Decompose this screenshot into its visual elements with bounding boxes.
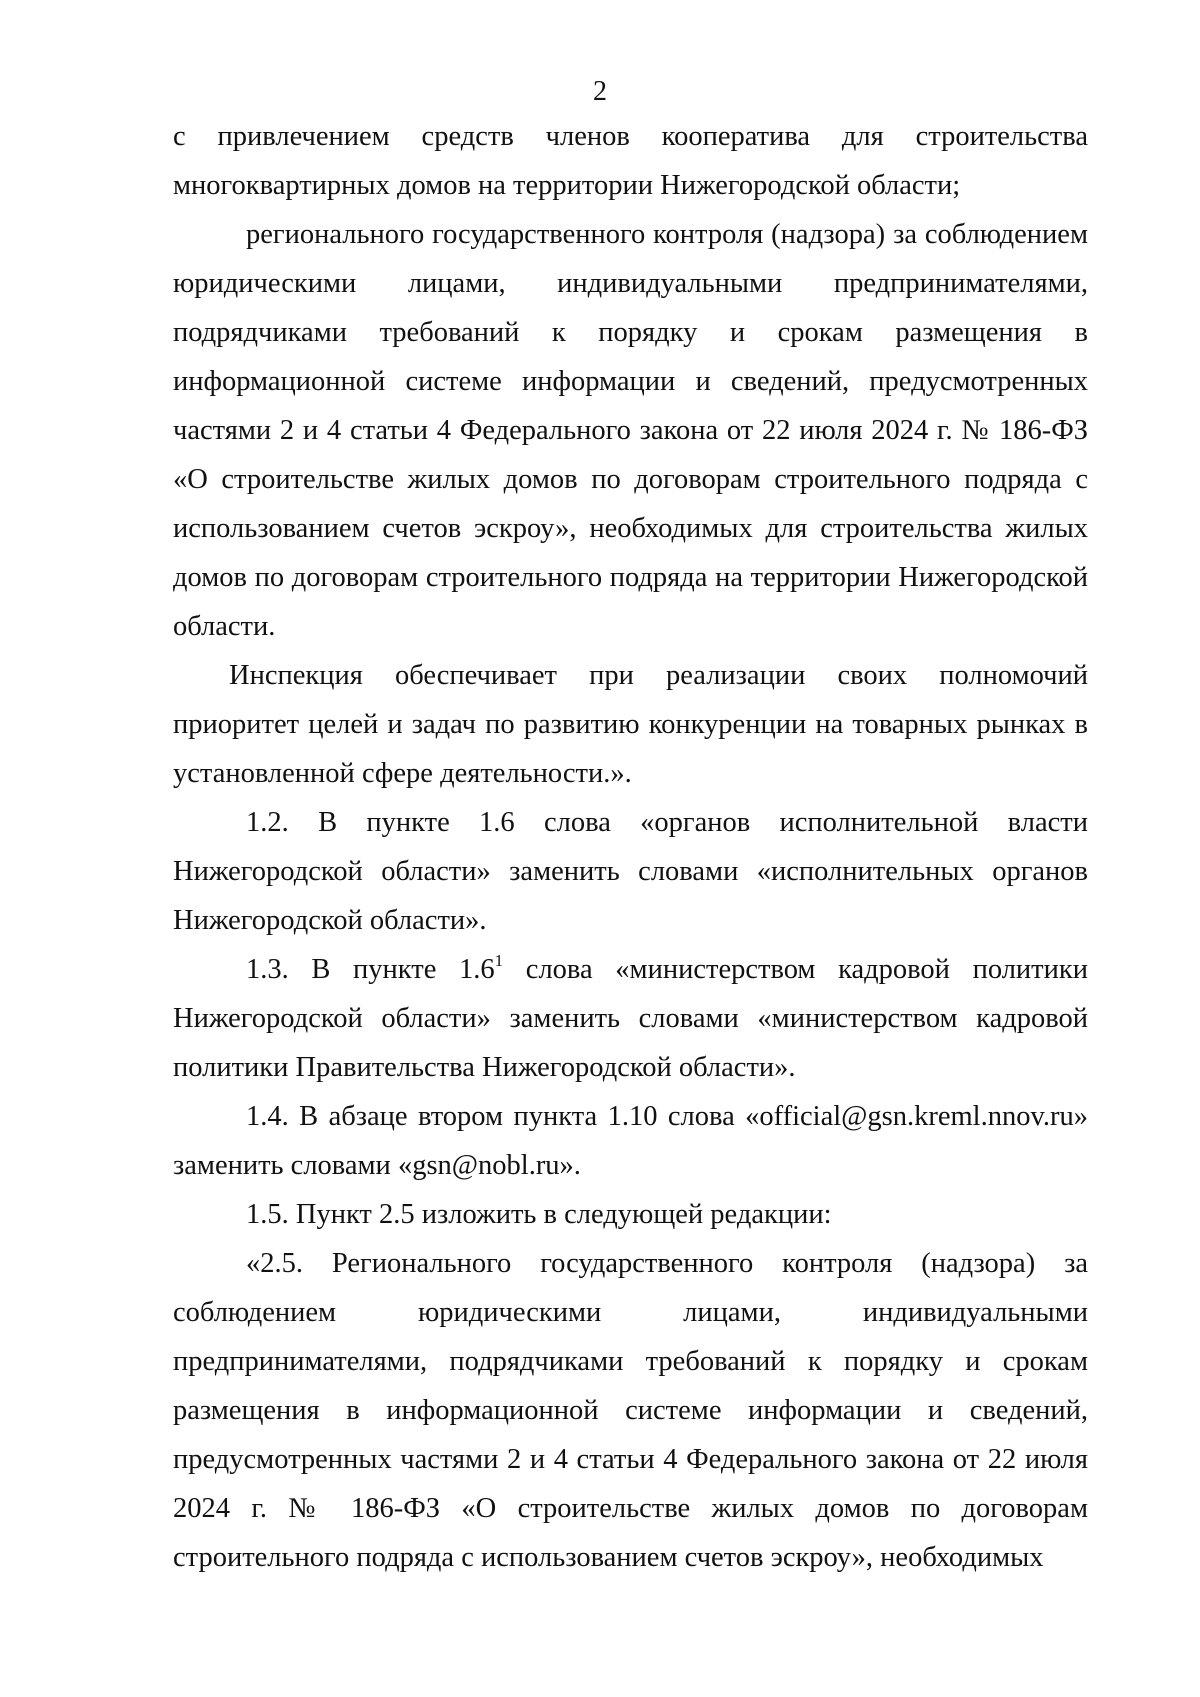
superscript-footnote: 1: [494, 951, 504, 970]
document-body: [173, 112, 1088, 1582]
paragraph-inspection-priority: Инспекция обеспечивает при реализации своих полномочий приоритет целей и задач по развитию конкуренции на товарных рынках в установленной сфере деятельности.».: [173, 660, 1088, 789]
page-number: 2: [593, 76, 607, 107]
item-1-3-text-end: слова «министерством кадровой политики Нижегородской области» заменить словами «министерством кадровой политики Правительства Нижегородской области».: [173, 954, 1088, 1083]
paragraph-item-1-5: 1.5. Пункт 2.5 изложить в следующей редакции:: [246, 1199, 832, 1230]
item-1-3-text-start: 1.3. В пункте 1.6: [246, 954, 495, 985]
paragraph-item-2-5: «2.5. Регионального государственного контроля (надзора) за соблюдением юридическими лицами, индивидуальными предпринимателями, подрядчиками требований к порядку и срокам размещения в информационной системе информации и сведений, предусмотренных частями 2 и 4 статьи 4 Федерального закона от 22 июля 2024 г. № 186-ФЗ «О строительстве жилых домов по договорам строительного подряда с использованием счетов эскроу», необходимых: [173, 1248, 1088, 1573]
paragraph-item-1-2: 1.2. В пункте 1.6 слова «органов исполнительной власти Нижегородской области» заменить словами «исполнительных органов Нижегородской области».: [173, 807, 1088, 936]
paragraph-continuation: с привлечением средств членов кооператива для строительства многоквартирных домов на территории Нижегородской области;: [173, 121, 1088, 201]
paragraph-item-1-3: [173, 945, 1088, 1092]
paragraph-item-1-4: 1.4. В абзаце втором пункта 1.10 слова «official@gsn.kreml.nnov.ru» заменить словами «gsn@nobl.ru».: [173, 1101, 1088, 1181]
paragraph-regional-control: регионального государственного контроля (надзора) за соблюдением юридическими лицами, индивидуальными предпринимателями, подрядчиками требований к порядку и срокам размещения в информационной системе информации и сведений, предусмотренных частями 2 и 4 статьи 4 Федерального закона от 22 июля 2024 г. № 186-ФЗ «О строительстве жилых домов по договорам строительного подряда с использованием счетов эскроу», необходимых для строительства жилых домов по договорам строительного подряда на территории Нижегородской области.: [173, 219, 1088, 642]
